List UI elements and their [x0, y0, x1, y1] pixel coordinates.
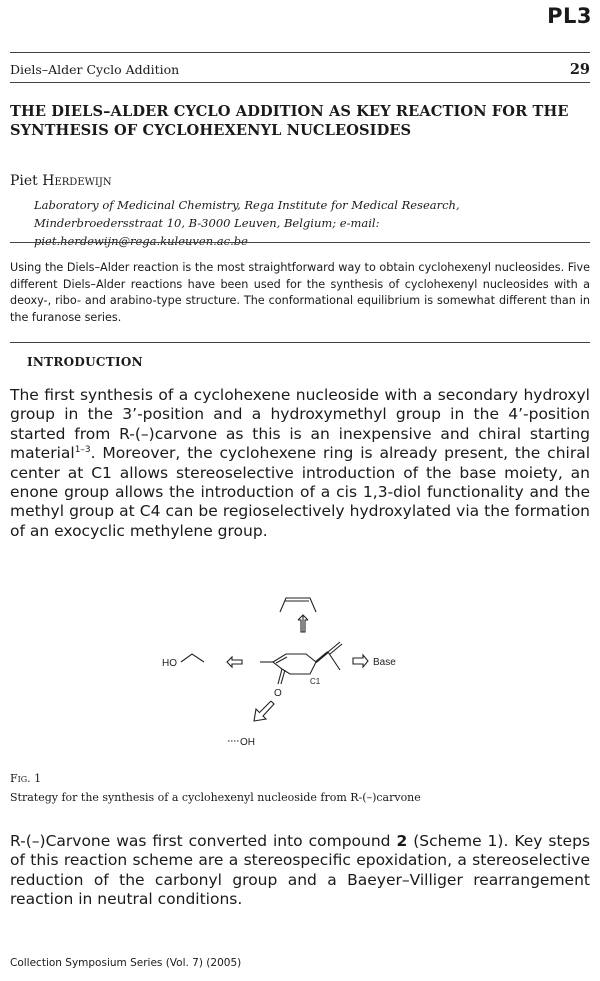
series-tag: PL3	[547, 4, 592, 28]
hydroxymethyl-fragment	[181, 654, 204, 662]
arrow-up-icon	[298, 615, 308, 632]
paragraph-intro	[10, 386, 590, 541]
page-number: 29	[569, 61, 590, 78]
top-rule	[10, 52, 590, 53]
author	[10, 173, 112, 189]
article-title	[10, 102, 590, 140]
scheme-label-c1: C1	[310, 677, 321, 686]
scheme-label-o: O	[274, 688, 282, 699]
paragraph-carvone	[10, 832, 590, 910]
paragraph-carvone-text: R-(–)Carvone was first converted into compound	[10, 832, 397, 850]
scheme-label-base: Base	[373, 657, 396, 668]
affiliation-line-2: Minderbroedersstraat 10, B-3000 Leuven, Belgium; e-mail: piet.herdewijn@rega.kuleuven.ac.be	[34, 216, 380, 248]
running-header	[10, 61, 590, 78]
diene-fragment	[280, 598, 316, 612]
abstract: Using the Diels–Alder reaction is the most straightforward way to obtain cyclohexenyl nucleosides. Five different Diels–Alder reactions have been used for the synthesis of cyclohexenyl nucleosides with a deoxy-, ribo- and arabino-type structure. The conformational equilibrium is somewhat different than in the furanose series.	[10, 261, 590, 324]
arrow-down-left-icon	[254, 701, 274, 721]
figure-label: Fig. 1	[10, 772, 42, 785]
abstract-top-rule	[10, 242, 590, 243]
section-heading: INTRODUCTION	[27, 355, 143, 369]
cyclohexene-ring	[273, 654, 316, 674]
running-title: Diels–Alder Cyclo Addition	[10, 62, 180, 77]
scheme-label-ho: HO	[162, 658, 177, 669]
abstract-bottom-rule	[10, 342, 590, 343]
author-last-name: Herdewijn	[42, 173, 112, 189]
paragraph-intro-text: The first synthesis of a cyclohexene nucleoside with a secondary hydroxyl group in the 3’-position and a hydroxymethyl group in the 4’-position started from R-(–)carvone as this is an inexpensive and chiral starting material	[10, 386, 590, 463]
arrow-right-icon	[353, 655, 368, 667]
title-line-2: SYNTHESIS OF CYCLOHEXENYL NUCLEOSIDES	[10, 122, 412, 139]
footer-series: Collection Symposium Series (Vol. 7) (2005)	[10, 957, 242, 969]
compound-number: 2	[396, 832, 408, 850]
scheme-label-oh: OH	[240, 737, 255, 748]
title-line-1: THE DIELS–ALDER CYCLO ADDITION AS KEY REACTION FOR THE	[10, 103, 569, 120]
citation-ref: 1–3	[74, 445, 91, 456]
header-rule	[10, 82, 590, 83]
affiliation-line-1: Laboratory of Medicinal Chemistry, Rega Institute for Medical Research,	[34, 198, 460, 212]
arrow-left-icon	[227, 657, 242, 667]
paragraph-intro-text-cont: . Moreover, the cyclohexene ring is already present, the chiral center at C1 allows stereoselective introduction of the base moiety, an enone group allows the introduction of a cis 1,3-diol functionality and the methyl group at C4 can be regioselectively hydroxylated via the formation of an exocyclic methylene group.	[10, 444, 590, 540]
paragraph-carvone-text-cont: (Scheme 1). Key steps of this reaction scheme are a stereospecific epoxidation, a stereoselective reduction of the carbonyl group and a Baeyer–Villiger rearrangement reaction in neutral conditions.	[10, 832, 590, 909]
figure-scheme	[150, 570, 450, 760]
author-first-name: Piet	[10, 173, 38, 189]
figure-caption: Strategy for the synthesis of a cyclohexenyl nucleoside from R-(–)carvone	[10, 791, 421, 804]
